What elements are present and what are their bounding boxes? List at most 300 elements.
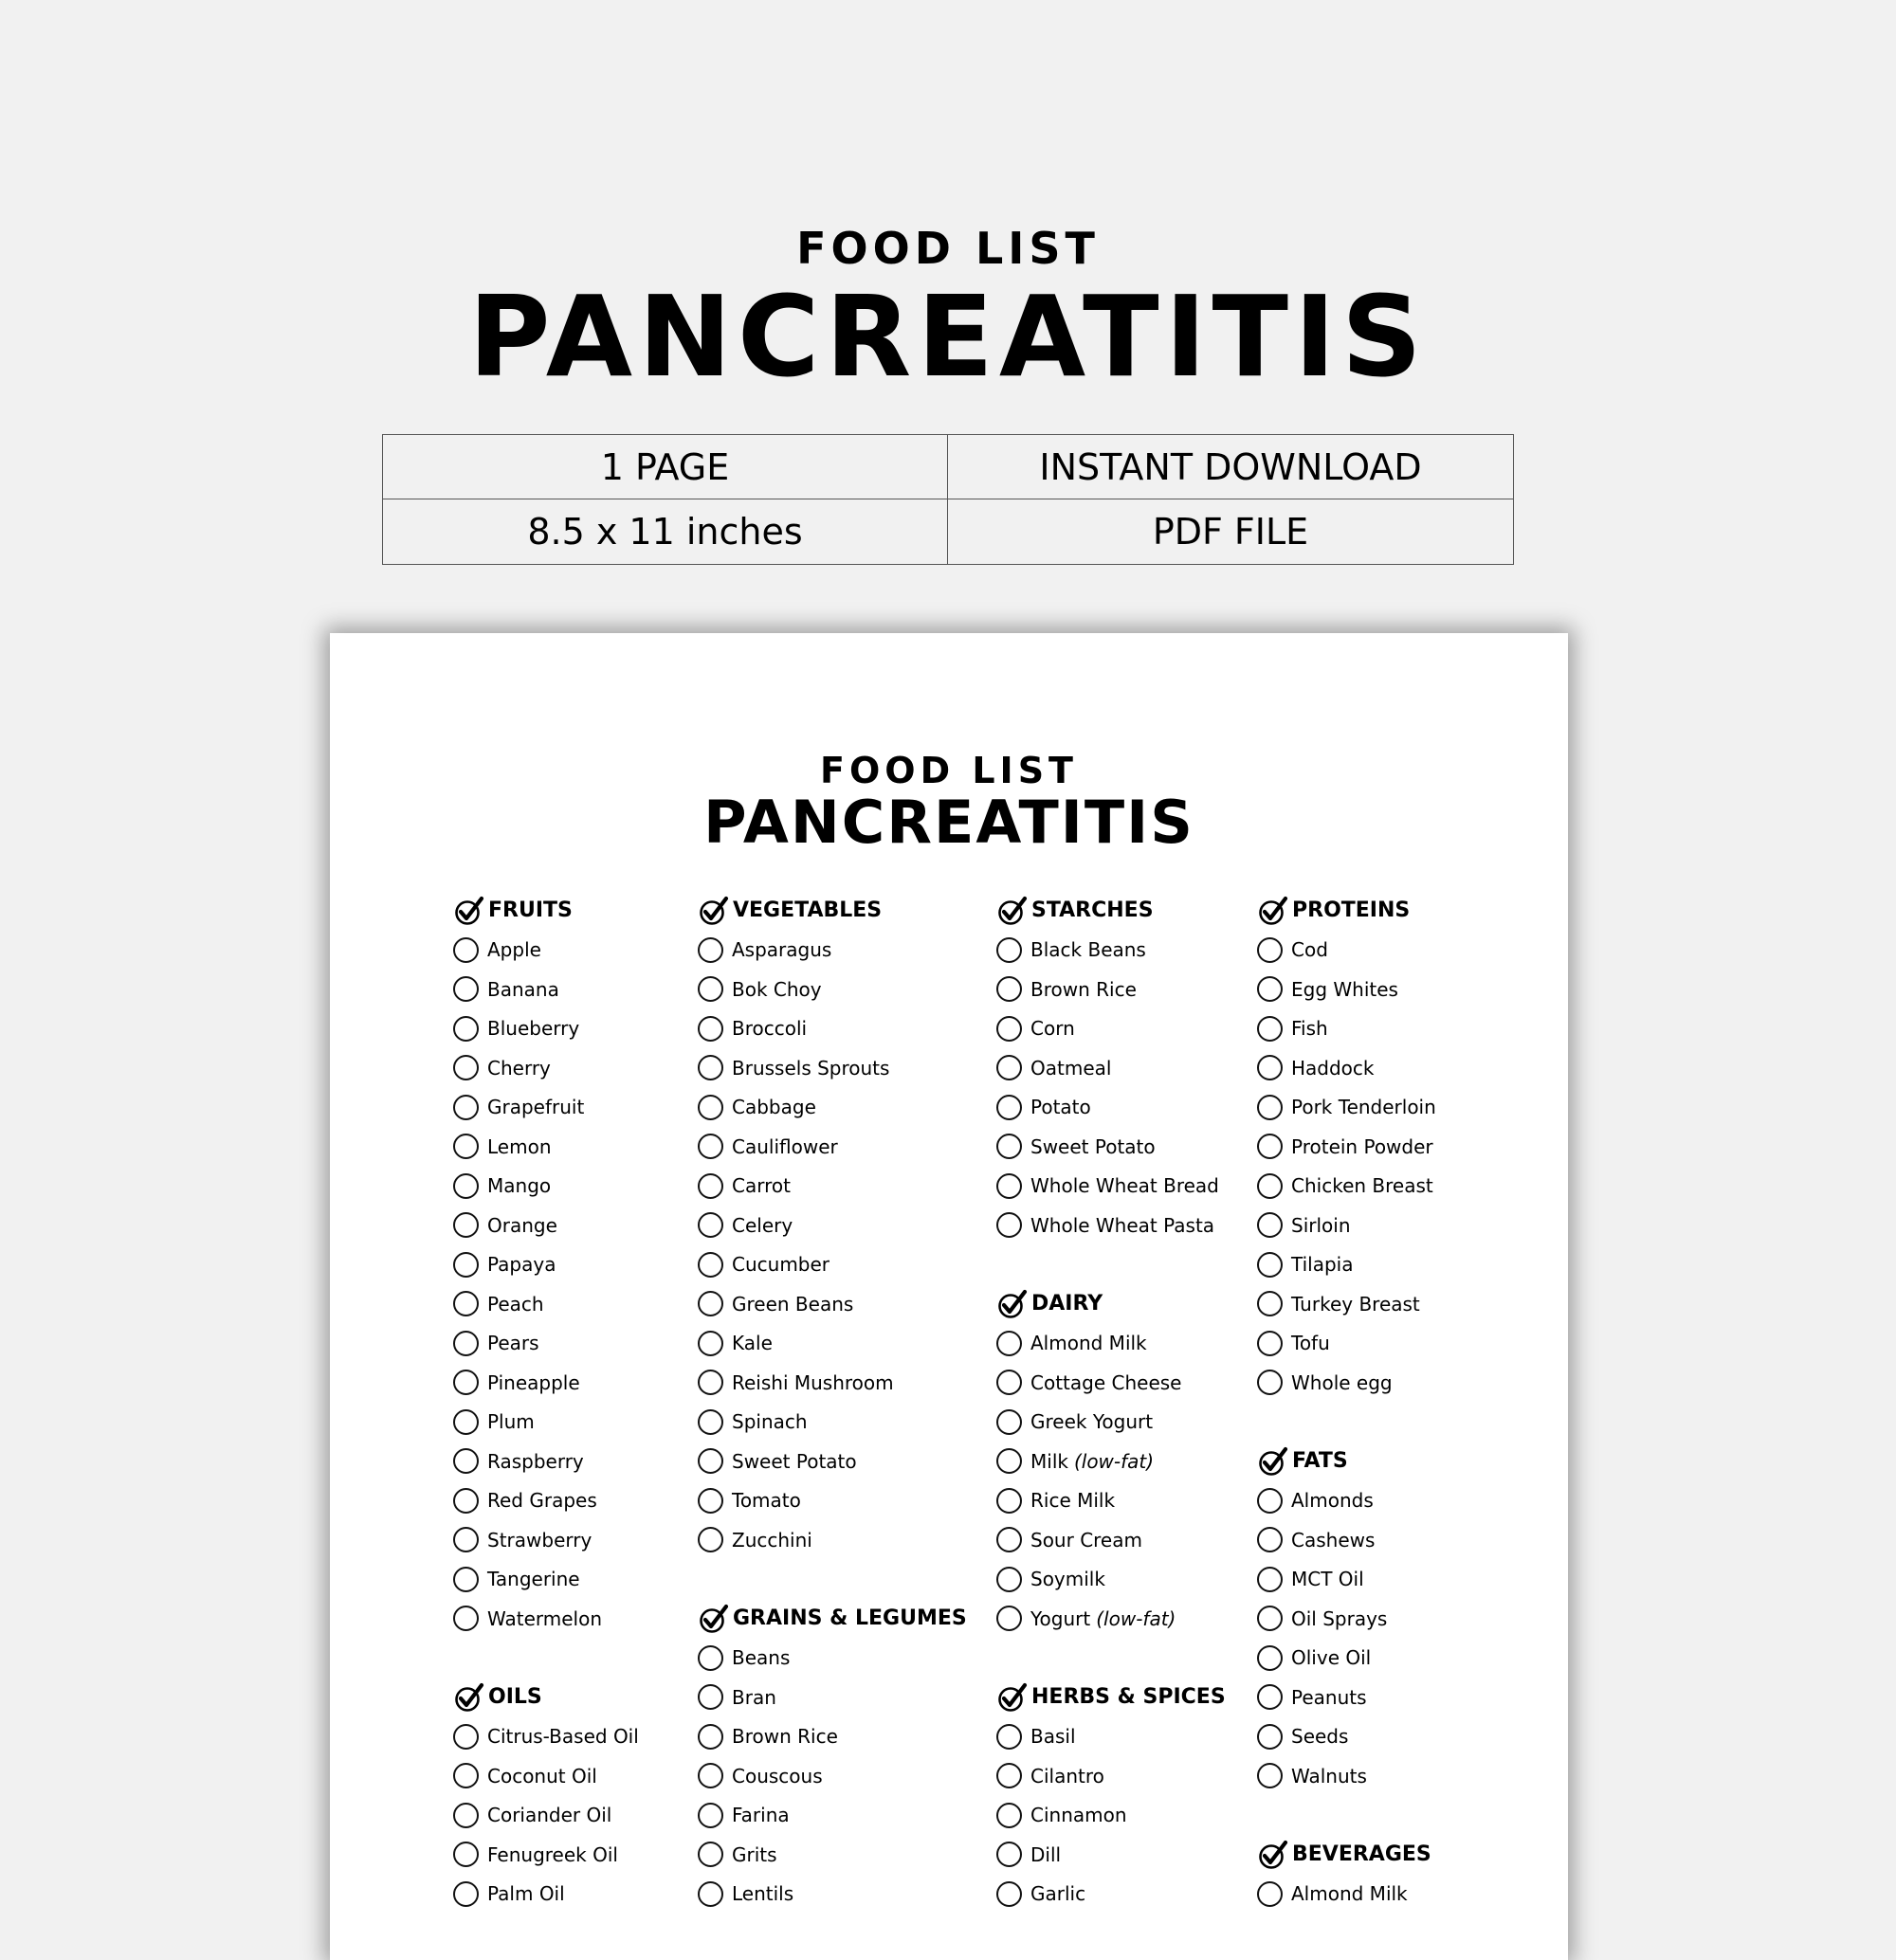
empty-circle-checkbox-icon[interactable] [698,1527,723,1552]
item-label: MCT Oil [1291,1568,1364,1591]
item-label: Blueberry [487,1017,580,1041]
checklist-item [1257,1678,1436,1717]
item-label: Cod [1291,938,1328,962]
empty-circle-checkbox-icon[interactable] [453,1331,479,1356]
empty-circle-checkbox-icon[interactable] [453,1724,479,1750]
checklist-item [1257,1167,1436,1207]
checklist-item [698,1835,967,1875]
checklist-item [1257,1206,1436,1245]
empty-circle-checkbox-icon[interactable] [453,1134,479,1159]
checklist-item [996,1206,1226,1245]
item-label: Cinnamon [1030,1804,1127,1827]
checklist-item [1257,1245,1436,1285]
item-note: (low-fat) [1073,1449,1155,1473]
item-label: Whole egg [1291,1370,1393,1394]
item-label: Seeds [1291,1725,1349,1749]
section-title: PROTEINS [1292,898,1411,923]
checklist-item [996,1717,1226,1757]
section-starches [996,891,1226,1245]
item-label: Papaya [487,1253,556,1277]
section-title: VEGETABLES [733,898,883,923]
item-label: Green Beans [732,1292,854,1316]
checklist-item [453,1206,639,1245]
checklist-item [453,1363,639,1403]
empty-circle-checkbox-icon[interactable] [453,1606,479,1631]
food-column-3 [996,891,1226,1953]
empty-circle-checkbox-icon[interactable] [996,976,1022,1002]
empty-circle-checkbox-icon[interactable] [698,1448,723,1474]
section-heading [1257,1835,1436,1875]
checklist-item [698,1048,967,1088]
item-label: Beans [732,1646,791,1670]
item-label: Sweet Potato [732,1449,857,1473]
section-title: FRUITS [488,898,573,923]
checklist-item [453,1009,639,1049]
checklist-item [1257,1520,1436,1560]
checklist-item [1257,1324,1436,1364]
empty-circle-checkbox-icon[interactable] [698,1212,723,1238]
empty-circle-checkbox-icon[interactable] [453,1763,479,1788]
empty-circle-checkbox-icon[interactable] [1257,1331,1283,1356]
empty-circle-checkbox-icon[interactable] [996,1055,1022,1080]
checklist-item [698,1403,967,1443]
item-label: Raspberry [487,1449,584,1473]
empty-circle-checkbox-icon[interactable] [996,1803,1022,1828]
checklist-item [453,1167,639,1207]
printable-sheet-preview [330,633,1568,1960]
section-title: FATS [1292,1449,1348,1474]
empty-circle-checkbox-icon[interactable] [698,1252,723,1278]
checklist-item [453,931,639,971]
empty-circle-checkbox-icon[interactable] [698,1803,723,1828]
empty-circle-checkbox-icon[interactable] [698,1055,723,1080]
section-heading [453,891,639,931]
empty-circle-checkbox-icon[interactable] [1257,976,1283,1002]
empty-circle-checkbox-icon[interactable] [996,1606,1022,1631]
empty-circle-checkbox-icon[interactable] [453,1448,479,1474]
empty-circle-checkbox-icon[interactable] [698,1409,723,1435]
checklist-item [996,931,1226,971]
checklist-item [698,1481,967,1521]
checklist-item [1257,1875,1436,1915]
item-label: Soymilk [1030,1568,1105,1591]
item-label: Lemon [487,1134,552,1158]
item-label: Tomato [732,1489,801,1513]
item-label: Dill [1030,1842,1062,1866]
empty-circle-checkbox-icon[interactable] [453,1409,479,1435]
checklist-item [996,1599,1226,1639]
empty-circle-checkbox-icon[interactable] [698,1763,723,1788]
empty-circle-checkbox-icon[interactable] [453,1291,479,1316]
section-heading [698,1599,967,1639]
checklist-item [453,1127,639,1167]
empty-circle-checkbox-icon[interactable] [1257,1212,1283,1238]
empty-circle-checkbox-icon[interactable] [453,1488,479,1514]
item-label: Chicken Breast [1291,1174,1433,1198]
empty-circle-checkbox-icon[interactable] [1257,1370,1283,1395]
checklist-item [698,1284,967,1324]
item-label: Grapefruit [487,1096,585,1119]
checklist-item [996,1442,1226,1481]
checklist-item [453,1875,639,1915]
empty-circle-checkbox-icon[interactable] [453,976,479,1002]
section-fats [1257,1442,1436,1796]
checklist-item [1257,1127,1436,1167]
empty-circle-checkbox-icon[interactable] [1257,1763,1283,1788]
item-label: Lentils [732,1882,794,1906]
item-label: Brown Rice [732,1725,838,1749]
section-fruits [453,891,639,1639]
empty-circle-checkbox-icon[interactable] [1257,1173,1283,1199]
item-note: (low-fat) [1096,1606,1176,1630]
food-column-1 [453,891,639,1953]
item-label: Bran [732,1685,776,1709]
empty-circle-checkbox-icon[interactable] [453,1212,479,1238]
section-grains-legumes [698,1599,967,1914]
item-label: Cauliflower [732,1134,838,1158]
empty-circle-checkbox-icon[interactable] [453,1567,479,1592]
checklist-item [1257,1048,1436,1088]
empty-circle-checkbox-icon[interactable] [453,1016,479,1042]
item-label: Apple [487,938,541,962]
empty-circle-checkbox-icon[interactable] [453,937,479,963]
checklist-item [453,1599,639,1639]
empty-circle-checkbox-icon[interactable] [698,1645,723,1671]
checklist-item [996,970,1226,1009]
empty-circle-checkbox-icon[interactable] [698,1370,723,1395]
header-title: PANCREATITIS [468,271,1428,402]
checklist-item [996,1756,1226,1796]
checkmark-circle-icon [996,895,1029,927]
empty-circle-checkbox-icon[interactable] [698,1016,723,1042]
checklist-item [698,931,967,971]
item-label: Cottage Cheese [1030,1370,1182,1394]
checklist-item [1257,1481,1436,1521]
empty-circle-checkbox-icon[interactable] [1257,937,1283,963]
item-label: Corn [1030,1017,1075,1041]
section-dairy [996,1284,1226,1639]
empty-circle-checkbox-icon[interactable] [996,1370,1022,1395]
checklist-item [698,1442,967,1481]
empty-circle-checkbox-icon[interactable] [698,1684,723,1710]
empty-circle-checkbox-icon[interactable] [1257,1488,1283,1514]
checklist-item [453,1796,639,1836]
checkmark-circle-icon [453,895,485,927]
empty-circle-checkbox-icon[interactable] [996,1842,1022,1867]
empty-circle-checkbox-icon[interactable] [996,1881,1022,1907]
item-label: Banana [487,977,559,1001]
checklist-item [453,1324,639,1364]
item-label: Walnuts [1291,1764,1367,1788]
checklist-item [1257,1717,1436,1757]
checklist-item [996,1481,1226,1521]
empty-circle-checkbox-icon[interactable] [996,937,1022,963]
empty-circle-checkbox-icon[interactable] [1257,1291,1283,1316]
checklist-item [996,1560,1226,1600]
empty-circle-checkbox-icon[interactable] [453,1842,479,1867]
section-oils [453,1678,639,1914]
item-label: Fenugreek Oil [487,1842,618,1866]
checklist-item [698,1796,967,1836]
checkmark-circle-icon [1257,895,1289,927]
checklist-item [1257,970,1436,1009]
item-label: Tilapia [1291,1253,1354,1277]
checklist-item [453,1403,639,1443]
item-label: Almonds [1291,1489,1374,1513]
item-label: Plum [487,1410,535,1434]
checklist-item [698,1756,967,1796]
empty-circle-checkbox-icon[interactable] [1257,1606,1283,1631]
checklist-item [453,1245,639,1285]
checklist-item [698,1639,967,1679]
empty-circle-checkbox-icon[interactable] [698,1842,723,1867]
checklist-item [996,1048,1226,1088]
info-table [382,434,1514,565]
empty-circle-checkbox-icon[interactable] [698,1724,723,1750]
checklist-item [698,1717,967,1757]
item-label: Broccoli [732,1017,808,1041]
empty-circle-checkbox-icon[interactable] [996,1095,1022,1120]
empty-circle-checkbox-icon[interactable] [698,1173,723,1199]
item-label: Whole Wheat Bread [1030,1174,1219,1198]
item-label: Palm Oil [487,1882,565,1906]
empty-circle-checkbox-icon[interactable] [698,937,723,963]
item-label: Peanuts [1291,1685,1367,1709]
empty-circle-checkbox-icon[interactable] [996,1488,1022,1514]
item-label: Reishi Mushroom [732,1370,894,1394]
empty-circle-checkbox-icon[interactable] [453,1252,479,1278]
checklist-item [996,1835,1226,1875]
item-label: Tangerine [487,1568,580,1591]
section-title: GRAINS & LEGUMES [733,1606,967,1631]
checklist-item [453,1442,639,1481]
empty-circle-checkbox-icon[interactable] [453,1055,479,1080]
checklist-item [996,1127,1226,1167]
empty-circle-checkbox-icon[interactable] [1257,1881,1283,1907]
item-label: Garlic [1030,1882,1086,1906]
empty-circle-checkbox-icon[interactable] [1257,1645,1283,1671]
item-label: Cherry [487,1056,551,1080]
item-label: Almond Milk [1030,1332,1147,1355]
checklist-item [1257,1009,1436,1049]
item-label: Kale [732,1332,773,1355]
section-title: BEVERAGES [1292,1842,1431,1867]
item-label: Milk [1030,1449,1068,1473]
empty-circle-checkbox-icon[interactable] [996,1567,1022,1592]
item-label: Oil Sprays [1291,1606,1388,1630]
checklist-item [1257,1560,1436,1600]
item-label: Citrus-Based Oil [487,1725,639,1749]
section-heading [996,891,1226,931]
item-label: Zucchini [732,1528,812,1552]
empty-circle-checkbox-icon[interactable] [453,1881,479,1907]
sheet-title: PANCREATITIS [703,788,1194,857]
item-label: Couscous [732,1764,823,1788]
checkmark-circle-icon [698,1603,730,1635]
empty-circle-checkbox-icon[interactable] [996,1016,1022,1042]
item-label: Whole Wheat Pasta [1030,1213,1215,1237]
info-pages: 1 PAGE [383,435,948,499]
item-label: Mango [487,1174,552,1198]
section-title: HERBS & SPICES [1031,1685,1226,1710]
empty-circle-checkbox-icon[interactable] [1257,1684,1283,1710]
empty-circle-checkbox-icon[interactable] [453,1095,479,1120]
empty-circle-checkbox-icon[interactable] [996,1763,1022,1788]
item-label: Cilantro [1030,1764,1104,1788]
empty-circle-checkbox-icon[interactable] [453,1173,479,1199]
empty-circle-checkbox-icon[interactable] [698,1134,723,1159]
checklist-item [698,1678,967,1717]
section-title: DAIRY [1031,1292,1103,1316]
section-herbs-spices [996,1678,1226,1914]
checklist-item [996,1875,1226,1915]
food-column-2 [698,891,967,1953]
header-subtitle: FOOD LIST [796,223,1100,274]
item-label: Spinach [732,1410,808,1434]
item-label: Brussels Sprouts [732,1056,890,1080]
checklist-item [453,970,639,1009]
checklist-item [996,1796,1226,1836]
empty-circle-checkbox-icon[interactable] [1257,1095,1283,1120]
item-label: Coriander Oil [487,1804,612,1827]
checklist-item [996,1403,1226,1443]
info-format: PDF FILE [1152,511,1309,553]
item-label: Watermelon [487,1606,603,1630]
checklist-item [1257,1599,1436,1639]
checklist-item [698,1324,967,1364]
item-label: Cabbage [732,1096,816,1119]
item-label: Black Beans [1030,938,1146,962]
item-label: Sweet Potato [1030,1134,1156,1158]
item-label: Almond Milk [1291,1882,1408,1906]
checklist-item [1257,1088,1436,1128]
checklist-item [698,970,967,1009]
section-heading [1257,891,1436,931]
item-label: Basil [1030,1725,1076,1749]
checkmark-circle-icon [996,1681,1029,1714]
checkmark-circle-icon [1257,1839,1289,1871]
item-label: Cucumber [732,1253,830,1277]
food-column-4 [1257,891,1436,1953]
checklist-item [698,1009,967,1049]
empty-circle-checkbox-icon[interactable] [698,1331,723,1356]
info-delivery: INSTANT DOWNLOAD [948,435,1513,499]
item-label: Brown Rice [1030,977,1137,1001]
item-label: Carrot [732,1174,791,1198]
checklist-item [1257,1284,1436,1324]
checklist-item [1257,931,1436,971]
empty-circle-checkbox-icon[interactable] [1257,1527,1283,1552]
section-heading [698,891,967,931]
item-label: Turkey Breast [1291,1292,1420,1316]
checklist-item [996,1088,1226,1128]
item-label: Red Grapes [487,1489,597,1513]
checkmark-circle-icon [453,1681,485,1714]
section-beverages [1257,1835,1436,1914]
empty-circle-checkbox-icon[interactable] [996,1134,1022,1159]
empty-circle-checkbox-icon[interactable] [996,1173,1022,1199]
item-label: Peach [487,1292,544,1316]
empty-circle-checkbox-icon[interactable] [1257,1724,1283,1750]
empty-circle-checkbox-icon[interactable] [698,1095,723,1120]
checklist-item [453,1284,639,1324]
empty-circle-checkbox-icon[interactable] [996,1724,1022,1750]
empty-circle-checkbox-icon[interactable] [996,1331,1022,1356]
item-label: Rice Milk [1030,1489,1116,1513]
empty-circle-checkbox-icon[interactable] [996,1409,1022,1435]
checklist-item [453,1560,639,1600]
empty-circle-checkbox-icon[interactable] [1257,1016,1283,1042]
checkmark-circle-icon [996,1288,1029,1320]
empty-circle-checkbox-icon[interactable] [996,1527,1022,1552]
checklist-item [1257,1756,1436,1796]
checklist-item [996,1167,1226,1207]
item-label: Asparagus [732,938,832,962]
empty-circle-checkbox-icon[interactable] [1257,1134,1283,1159]
checklist-item [698,1245,967,1285]
checklist-item [996,1520,1226,1560]
item-label: Pineapple [487,1370,580,1394]
item-label: Orange [487,1213,557,1237]
empty-circle-checkbox-icon[interactable] [698,1291,723,1316]
checklist-item [996,1324,1226,1364]
empty-circle-checkbox-icon[interactable] [996,1448,1022,1474]
checklist-item [698,1127,967,1167]
item-label: Egg Whites [1291,977,1398,1001]
section-proteins [1257,891,1436,1403]
checklist-item [453,1717,639,1757]
checklist-item [453,1756,639,1796]
item-label: Pork Tenderloin [1291,1096,1436,1119]
checklist-item [453,1520,639,1560]
checklist-item [1257,1639,1436,1679]
item-label: Coconut Oil [487,1764,597,1788]
section-heading [996,1678,1226,1717]
checklist-item [453,1481,639,1521]
empty-circle-checkbox-icon[interactable] [1257,1055,1283,1080]
section-heading [453,1678,639,1717]
item-label: Strawberry [487,1528,592,1552]
checkmark-circle-icon [1257,1445,1289,1478]
empty-circle-checkbox-icon[interactable] [453,1370,479,1395]
empty-circle-checkbox-icon[interactable] [698,1881,723,1907]
checklist-item [698,1167,967,1207]
empty-circle-checkbox-icon[interactable] [453,1527,479,1552]
checklist-item [453,1048,639,1088]
item-label: Protein Powder [1291,1134,1433,1158]
section-vegetables [698,891,967,1560]
section-title: OILS [488,1685,542,1710]
empty-circle-checkbox-icon[interactable] [1257,1567,1283,1592]
info-size: 8.5 x 11 inches [383,499,948,564]
empty-circle-checkbox-icon[interactable] [1257,1252,1283,1278]
item-label: Haddock [1291,1056,1375,1080]
empty-circle-checkbox-icon[interactable] [453,1803,479,1828]
checklist-item [698,1206,967,1245]
checklist-item [1257,1363,1436,1403]
item-label: Yogurt [1030,1606,1091,1630]
item-label: Bok Choy [732,977,822,1001]
item-label: Tofu [1291,1332,1330,1355]
checklist-item [453,1088,639,1128]
item-label: Pears [487,1332,539,1355]
section-heading [1257,1442,1436,1481]
empty-circle-checkbox-icon[interactable] [698,1488,723,1514]
item-label: Grits [732,1842,777,1866]
item-label: Farina [732,1804,790,1827]
empty-circle-checkbox-icon[interactable] [996,1212,1022,1238]
empty-circle-checkbox-icon[interactable] [698,976,723,1002]
